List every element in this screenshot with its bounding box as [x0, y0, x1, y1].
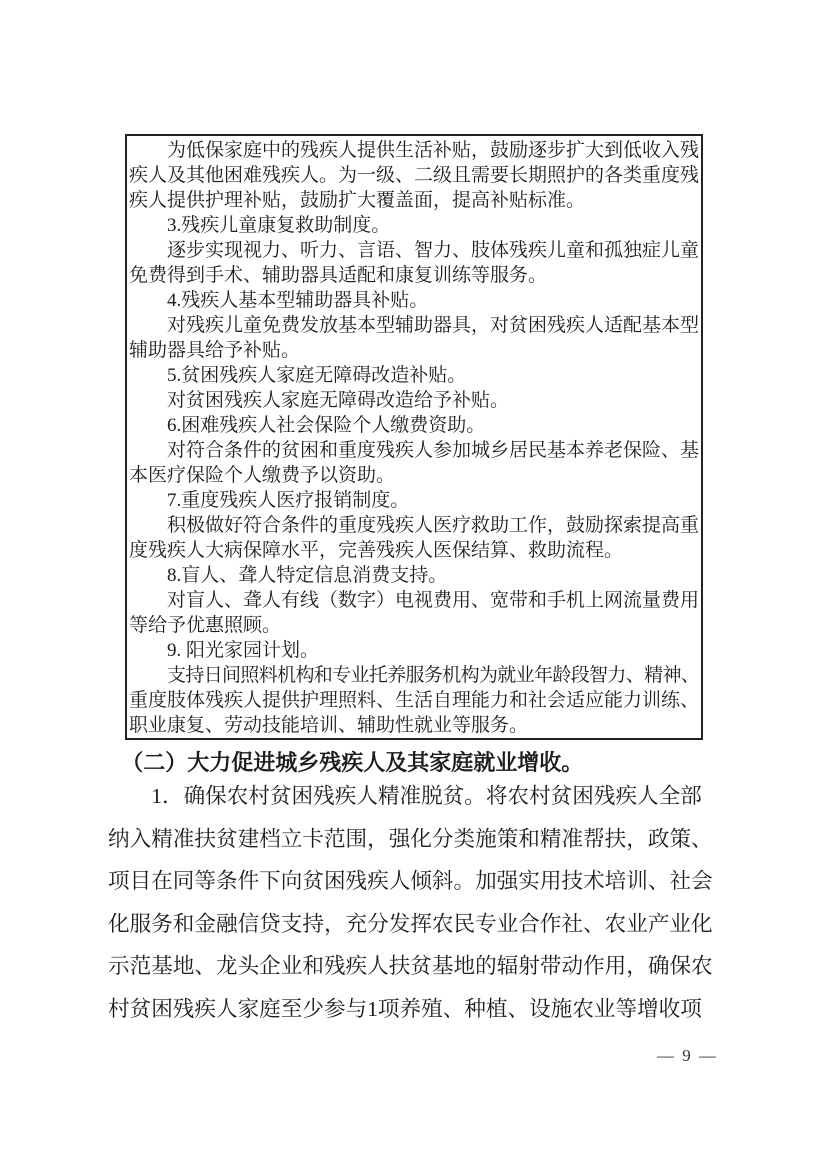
box-line: 7.重度残疾人医疗报销制度。 [167, 490, 410, 511]
box-line: 重度肢体残疾人提供护理照料、生活自理能力和社会适应能力训练、 [129, 690, 700, 711]
box-line: 8.盲人、聋人特定信息消费支持。 [167, 565, 448, 586]
box-line: 职业康复、劳动技能培训、辅助性就业等服务。 [129, 715, 529, 736]
box-line: 免费得到手术、辅助器具适配和康复训练等服务。 [129, 265, 548, 286]
box-line: 5.贫困残疾人家庭无障碍改造补贴。 [167, 365, 467, 386]
box-line: 等给予优惠照顾。 [129, 615, 282, 636]
body-line: 1．确保农村贫困残疾人精准脱贫。将农村贫困残疾人全部 [151, 784, 702, 808]
box-line: 支持日间照料机构和专业托养服务机构为就业年龄段智力、精神、 [167, 665, 700, 686]
box-line: 辅助器具给予补贴。 [129, 340, 301, 361]
page-number: — 9 — [657, 1046, 718, 1065]
policy-items-box [125, 134, 703, 740]
box-line: 3.残疾儿童康复救助制度。 [167, 215, 391, 236]
body-line: 项目在同等条件下向贫困残疾人倾斜。加强实用技术培训、社会 [108, 869, 713, 894]
box-line: 6.困难残疾人社会保险个人缴费资助。 [167, 415, 486, 436]
box-line: 对残疾儿童免费发放基本型辅助器具，对贫困残疾人适配基本型 [167, 315, 700, 336]
box-line: 本医疗保险个人缴费予以资助。 [129, 465, 396, 486]
box-line: 逐步实现视力、听力、言语、智力、肢体残疾儿童和孤独症儿童 [167, 240, 700, 261]
box-line: 对贫困残疾人家庭无障碍改造给予补贴。 [167, 390, 510, 411]
box-line: 对盲人、聋人有线（数字）电视费用、宽带和手机上网流量费用 [167, 590, 700, 611]
box-line: 度残疾人大病保障水平，完善残疾人医保结算、救助流程。 [129, 540, 624, 561]
body-paragraph [108, 775, 722, 1031]
section-heading: （二）大力促进城乡残疾人及其家庭就业增收。 [121, 750, 584, 775]
box-line: 为低保家庭中的残疾人提供生活补贴，鼓励逐步扩大到低收入残 [167, 140, 700, 161]
box-line: 疾人及其他困难残疾人。为一级、二级且需要长期照护的各类重度残 [129, 165, 700, 186]
box-line: 疾人提供护理补贴，鼓励扩大覆盖面，提高补贴标准。 [129, 190, 586, 211]
body-line: 纳入精准扶贫建档立卡范围，强化分类施策和精准帮扶，政策、 [108, 826, 713, 851]
body-line: 示范基地、龙头企业和残疾人扶贫基地的辐射带动作用，确保农 [108, 954, 713, 979]
body-line: 村贫困残疾人家庭至少参与1项养殖、种植、设施农业等增收项 [108, 996, 702, 1021]
box-line: 对符合条件的贫困和重度残疾人参加城乡居民基本养老保险、基 [167, 440, 700, 461]
box-line: 积极做好符合条件的重度残疾人医疗救助工作，鼓励探索提高重 [167, 515, 700, 536]
body-line: 化服务和金融信贷支持，充分发挥农民专业合作社、农业产业化 [108, 911, 713, 936]
box-line: 4.残疾人基本型辅助器具补贴。 [167, 290, 429, 311]
box-line: 9. 阳光家园计划。 [167, 640, 320, 661]
